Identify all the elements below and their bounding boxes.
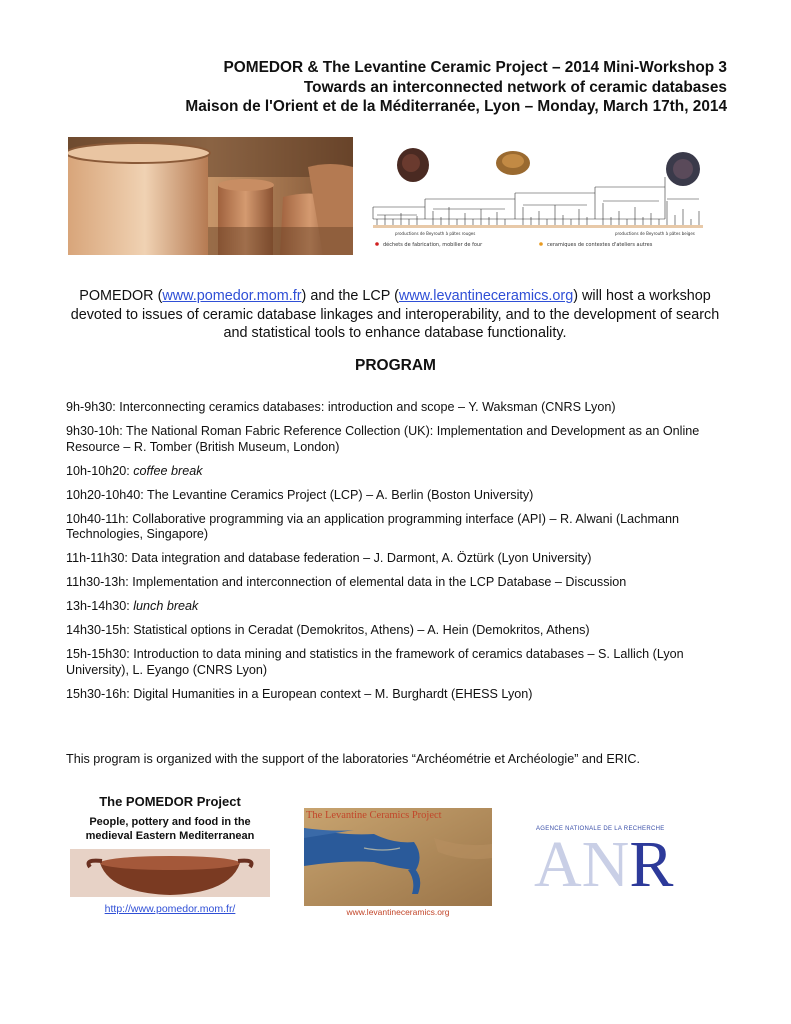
program-item: 14h30-15h: Statistical options in Ceradat (Demokritos, Athens) – A. Hein (Demokritos, Athens) bbox=[66, 623, 590, 637]
dendro-label-left: productions de Beyrouth à pâtes rouges bbox=[395, 231, 476, 236]
header-line-2: Towards an interconnected network of ceramic databases bbox=[303, 78, 727, 96]
header-line-3: Maison de l'Orient et de la Méditerranée, Lyon – Monday, March 17th, 2014 bbox=[185, 98, 727, 115]
intro-text-2: ) and the LCP ( bbox=[301, 288, 399, 304]
program-item: 15h30-16h: Digital Humanities in a European context – M. Burghardt (EHESS Lyon) bbox=[66, 686, 533, 701]
pomedor-subtitle-line-2: medieval Eastern Mediterranean bbox=[85, 830, 255, 842]
pomedor-subtitle-line-1: People, pottery and food in the bbox=[89, 816, 251, 828]
program-item: 10h20-10h40: The Levantine Ceramics Project (LCP) – A. Berlin (Boston University) bbox=[66, 487, 534, 502]
dendro-label-right: productions de Beyrouth à pâtes beiges bbox=[615, 231, 695, 236]
pomedor-link[interactable]: www.pomedor.mom.fr bbox=[162, 288, 302, 304]
lcp-logo-block bbox=[304, 808, 492, 917]
anr-logo bbox=[534, 826, 714, 901]
program-title: PROGRAM bbox=[355, 357, 436, 374]
program-item: 9h30-10h: The National Roman Fabric Reference Collection (UK): Implementation and Development as an Online Resource – R. Tomber (British Museum, London) bbox=[66, 424, 700, 454]
coffee-break-label: coffee break bbox=[133, 463, 203, 478]
support-statement: This program is organized with the support of the laboratories “Archéométrie et Archéologie” and ERIC. bbox=[66, 752, 640, 766]
dendro-legend-orange: ceramiques de contextes d'ateliers autres bbox=[547, 242, 653, 248]
dendrogram-figure bbox=[365, 137, 715, 255]
anr-agency-name: AGENCE NATIONALE DE LA RECHERCHE bbox=[536, 826, 665, 832]
intro-paragraph bbox=[60, 287, 730, 343]
anr-letter-r: R bbox=[629, 828, 674, 901]
program-item bbox=[66, 599, 736, 615]
program-item: 10h40-11h: Collaborative programming via an application programming interface (API) – R. Alwani (Lachmann Technologies, Singapore) bbox=[66, 511, 679, 541]
lcp-logo-title: The Levantine Ceramics Project bbox=[306, 810, 442, 821]
pomedor-bowl-image bbox=[70, 849, 270, 897]
pomedor-url-link[interactable]: http://www.pomedor.mom.fr/ bbox=[104, 903, 236, 915]
header-line-1: POMEDOR & The Levantine Ceramic Project – 2014 Mini-Workshop 3 bbox=[223, 59, 727, 76]
program-item-time: 13h-14h30: bbox=[66, 599, 134, 613]
lcp-link[interactable]: www.levantineceramics.org bbox=[398, 288, 574, 304]
anr-letter-a: A bbox=[534, 828, 582, 901]
lcp-url-text[interactable]: www.levantineceramics.org bbox=[346, 907, 450, 917]
intro-text-3: ) will host a workshop devoted to issues of ceramic database linkages and interoperability, and to the development of search and statistical tools to enhance database functionality. bbox=[70, 288, 720, 342]
program-item: 11h-11h30: Data integration and database federation – J. Darmont, A. Öztürk (Lyon University) bbox=[66, 551, 592, 565]
workshop-header bbox=[47, 58, 727, 117]
program-item: 15h-15h30: Introduction to data mining and statistics in the framework of ceramics databases – S. Lallich (Lyon University), L. Eyango (CNRS Lyon) bbox=[66, 647, 684, 677]
program-item-time: 10h-10h20: bbox=[66, 463, 134, 478]
intro-text-1: POMEDOR ( bbox=[79, 288, 163, 304]
program-list bbox=[66, 400, 736, 711]
ceramic-jars-photo bbox=[68, 137, 353, 255]
anr-letter-n: N bbox=[581, 828, 630, 901]
pomedor-subtitle bbox=[70, 815, 270, 843]
program-item: 9h-9h30: Interconnecting ceramics databases: introduction and scope – Y. Waksman (CNRS Lyon) bbox=[66, 400, 616, 414]
program-item bbox=[66, 464, 736, 480]
lunch-break-label: lunch break bbox=[133, 599, 199, 613]
dendro-legend-red: déchets de fabrication, mobilier de four bbox=[383, 242, 483, 248]
levant-map-image bbox=[304, 808, 492, 906]
pomedor-logo-block bbox=[70, 794, 270, 915]
pomedor-title: The POMEDOR Project bbox=[99, 794, 241, 809]
program-item: 11h30-13h: Implementation and interconnection of elemental data in the LCP Database – Discussion bbox=[66, 575, 627, 589]
